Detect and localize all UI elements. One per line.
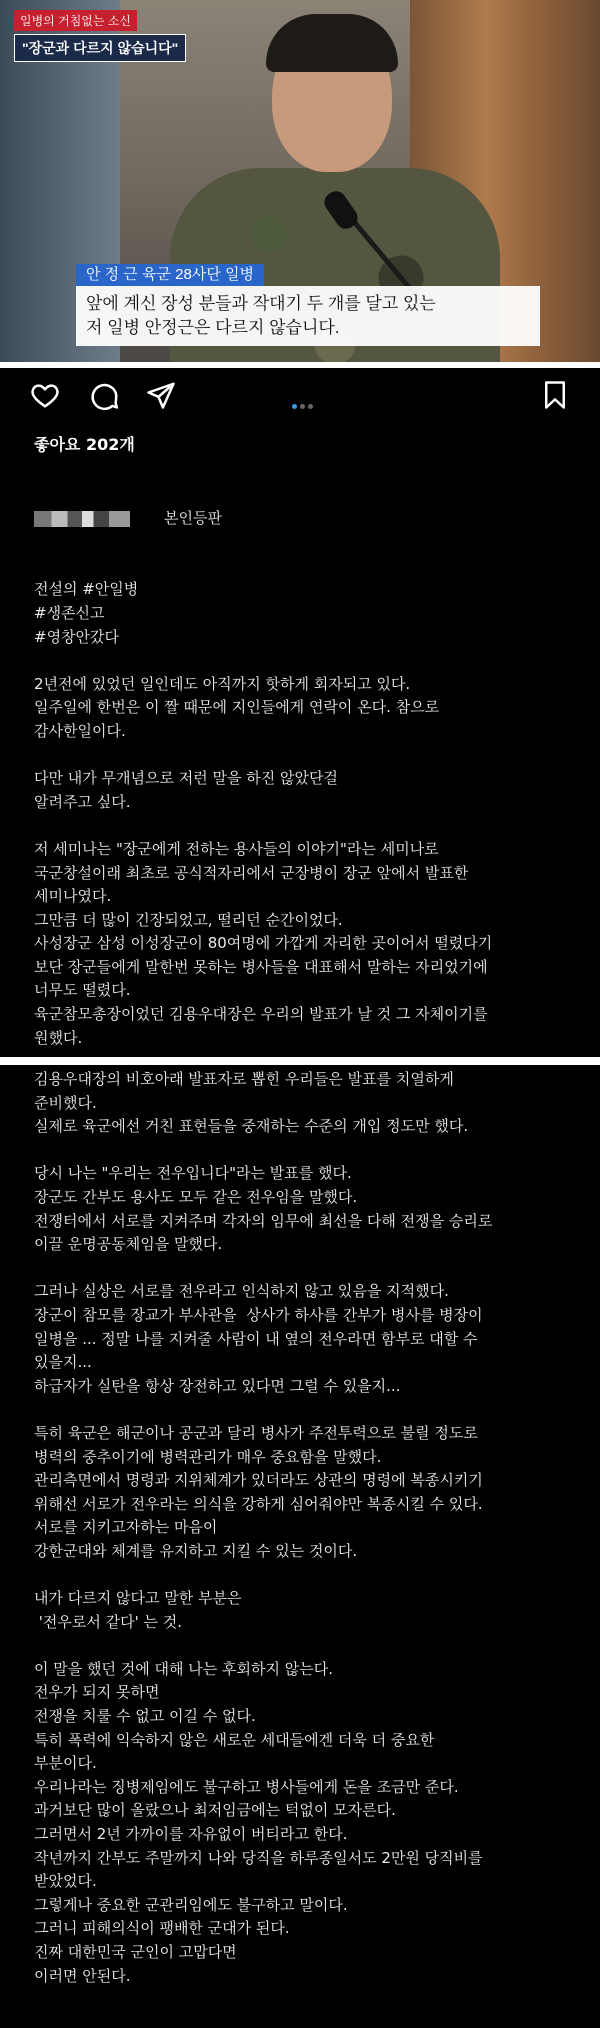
video-frame[interactable]	[0, 0, 600, 362]
carousel-dot	[300, 404, 305, 409]
news-tag-small: 일병의 거침없는 소신	[14, 10, 137, 31]
carousel-dot-active	[292, 404, 297, 409]
bookmark-icon[interactable]	[540, 380, 570, 410]
caption-line-1: 앞에 계신 장성 분들과 작대기 두 개를 달고 있는	[86, 294, 436, 313]
author-row	[34, 507, 574, 531]
news-tag	[14, 10, 186, 62]
blurred-username[interactable]	[34, 511, 130, 527]
carousel-dot	[308, 404, 313, 409]
author-tag: 본인등판	[164, 509, 222, 528]
caption-name: 안 정 근 육군 28사단 일병	[76, 264, 264, 286]
caption-body-2: 김용우대장의 비호아래 발표자로 뽑힌 우리들은 발표를 치열하게 준비했다. 실제로 육군에선 거친 표현들을 중재하는 수준의 개입 정도만 했다. 당시 나는 "우리는 전우입니다"라는 발표를 했다. 장군도 간부도 용사도 모두 같은 전우임을 말했다. 전쟁터에서 서로를 지켜주며 각자의 임무에 최선을 다해 전쟁을 승리로 이끌 운명공동체임을 말했다. 그러나 실상은 서로를 전우라고 인식하지 않고 있음을 지적했다. 장군이 참모를 장교가 부사관을 상사가 하사를 간부가 병사를 병장이 일병을 ... 정말 나를 지켜줄 사람이 내 옆의 전우라면 함부로 대할 수 있을지... 하급자가 실탄을 항상 장전하고 있다면 그럴 수 있을지... 특히 육군은 해군이나 공군과 달리 병사가 주전투력으로 불릴 정도로 병력의 중추이기에 병력관리가 매우 중요함을 말했다. 관리측면에서 명령과 지위체계가 있더라도 상관의 명령에 복종시키기 위해선 서로가 전우라는 의식을 강하게 심어줘야만 복종시킬 수 있다. 서로를 지키고자하는 마음이 강한군대와 체계를 유지하고 지킬 수 있는 것이다. 내가 다르지 않다고 말한 부분은 '전우로서 같다' 는 것. 이 말을 했던 것에 대해 나는 후회하지 않는다. 전우가 되지 못하면 전쟁을 치룰 수 없고 이길 수 없다. 특히 폭력에 익숙하지 않은 새로운 세대들에겐 더욱 더 중요한 부분이다. 우리나라는 징병제임에도 불구하고 병사들에게 돈을 조금만 준다. 과거보단 많이 올랐으나 최저임금에는 턱없이 모자른다. 그러면서 2년 가까이를 자유없이 버티라고 한다. 작년까지 간부도 주말까지 나와 당직을 하루종일서도 2만원 당직비를 받았었다. 그렇게나 중요한 군관리임에도 불구하고 말이다. 그러니 피해의식이 팽배한 군대가 된다. 진짜 대한민국 군인이 고맙다면 이러면 안된다.	[34, 1070, 493, 1985]
carousel-dots	[292, 394, 316, 413]
action-bar	[0, 372, 600, 422]
post-caption	[34, 460, 574, 1097]
share-icon[interactable]	[146, 380, 176, 410]
like-count[interactable]: 좋아요 202개	[34, 435, 135, 454]
image-border	[0, 362, 600, 368]
news-tag-headline: "장군과 다르지 않습니다"	[14, 34, 186, 62]
comment-icon[interactable]	[90, 380, 120, 410]
heart-icon[interactable]	[30, 380, 60, 410]
soldier-hair	[266, 14, 398, 72]
caption-text	[76, 286, 540, 346]
caption-body-1: 전설의 #안일병 #생존신고 #영창안갔다 2년전에 있었던 일인데도 아직까지 핫하게 회자되고 있다. 일주일에 한번은 이 짤 때문에 지인들에게 연락이 온다. 참으로 감사한일이다. 다만 내가 무개념으로 저런 말을 하진 않았단걸 알려주고 싶다. 저 세미나는 "장군에게 전하는 용사들의 이야기"라는 세미나로 국군창설이래 최초로 공식적자리에서 군장병이 장군 앞에서 발표한 세미나였다. 그만큼 더 많이 긴장되었고, 떨리던 순간이었다. 사성장군 삼성 이성장군이 80여명에 가깝게 자리한 곳이어서 떨렸다기 보단 장군들에게 말한번 못하는 병사들을 대표해서 말하는 자리었기에 너무도 떨렸다. 육군참모총장이었던 김용우대장은 우리의 발표가 날 것 그 자체이기를 원했다.	[34, 580, 493, 1047]
screenshot-divider	[0, 1057, 600, 1065]
caption-line-2: 저 일병 안정근은 다르지 않습니다.	[86, 318, 340, 337]
